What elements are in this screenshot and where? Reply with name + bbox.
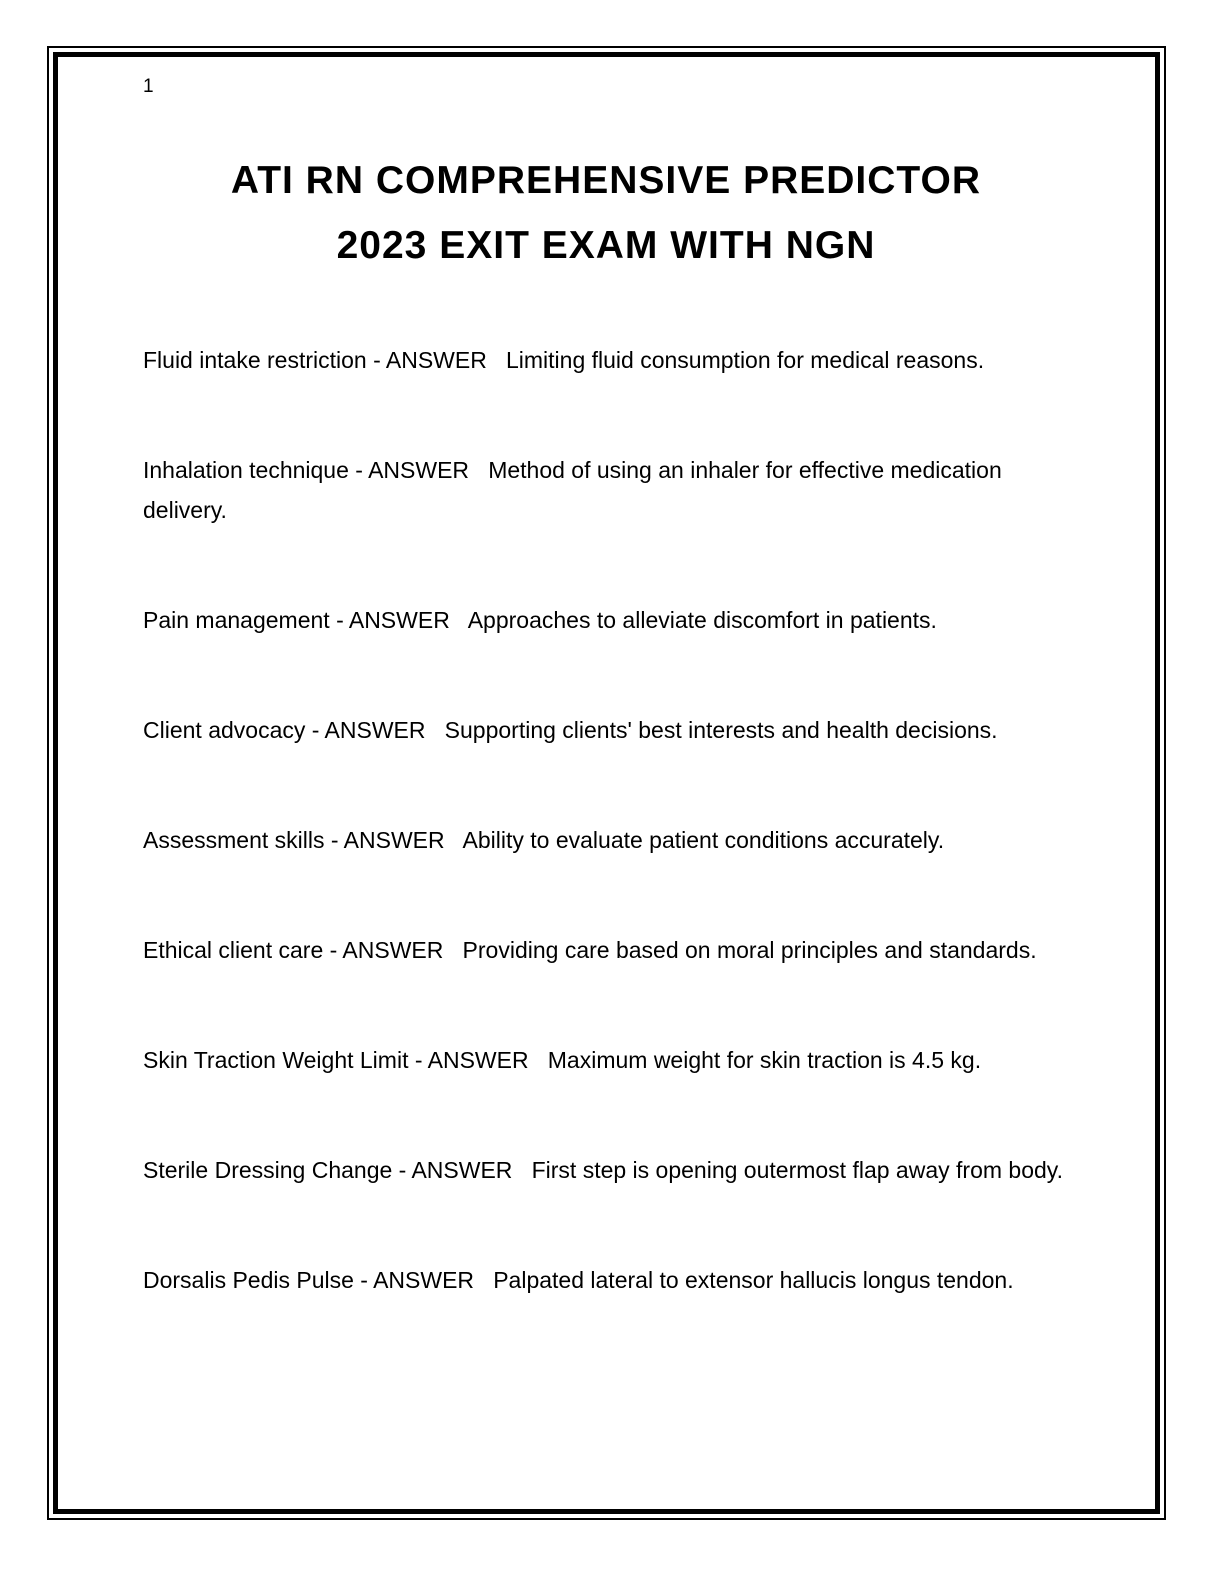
qa-entry: Ethical client care - ANSWER Providing care based on moral principles and standards. bbox=[143, 937, 1037, 963]
entry-term: Inhalation technique bbox=[143, 457, 349, 483]
entry-term: Fluid intake restriction bbox=[143, 347, 367, 373]
entry-term: Ethical client care bbox=[143, 937, 324, 963]
entry-term: Assessment skills bbox=[143, 827, 325, 853]
entry-label: ANSWER bbox=[427, 1047, 529, 1073]
entry-label: ANSWER bbox=[411, 1157, 513, 1183]
entry-term: Pain management bbox=[143, 607, 330, 633]
entry-answer: First step is opening outermost flap away from body. bbox=[531, 1157, 1063, 1183]
entry-term: Sterile Dressing Change bbox=[143, 1157, 393, 1183]
entry-label: ANSWER bbox=[343, 827, 445, 853]
qa-entry: Client advocacy - ANSWER Supporting clients' best interests and health decisions. bbox=[143, 717, 998, 743]
entry-label: ANSWER bbox=[324, 717, 426, 743]
entry-answer: Limiting fluid consumption for medical reasons. bbox=[506, 347, 985, 373]
page-number: 1 bbox=[143, 76, 154, 97]
qa-entry: Inhalation technique - ANSWER Method of using an inhaler for effective medication delivery. bbox=[143, 457, 1002, 523]
title-line-1: ATI RN COMPREHENSIVE PREDICTOR bbox=[230, 159, 982, 202]
title-line-2: 2023 EXIT EXAM WITH NGN bbox=[336, 224, 876, 267]
entry-label: ANSWER bbox=[348, 607, 450, 633]
entry-label: ANSWER bbox=[385, 347, 487, 373]
qa-entry: Pain management - ANSWER Approaches to alleviate discomfort in patients. bbox=[143, 607, 937, 633]
qa-entry: Sterile Dressing Change - ANSWER First step is opening outermost flap away from body. bbox=[143, 1157, 1063, 1183]
qa-entry: Skin Traction Weight Limit - ANSWER Maximum weight for skin traction is 4.5 kg. bbox=[143, 1047, 982, 1073]
entry-label: ANSWER bbox=[368, 457, 470, 483]
entry-answer: Method of using an inhaler for effective medication delivery. bbox=[143, 457, 1002, 523]
entry-answer: Supporting clients' best interests and health decisions. bbox=[444, 717, 998, 743]
entry-answer: Approaches to alleviate discomfort in patients. bbox=[467, 607, 937, 633]
qa-entry: Fluid intake restriction - ANSWER Limiting fluid consumption for medical reasons. bbox=[143, 347, 985, 373]
qa-entry: Dorsalis Pedis Pulse - ANSWER Palpated lateral to extensor hallucis longus tendon. bbox=[143, 1267, 1014, 1293]
entry-answer: Maximum weight for skin traction is 4.5 kg. bbox=[547, 1047, 982, 1073]
document-title bbox=[100, 148, 1112, 278]
entry-term: Skin Traction Weight Limit bbox=[143, 1047, 409, 1073]
entry-term: Client advocacy bbox=[143, 717, 306, 743]
qa-entry: Assessment skills - ANSWER Ability to evaluate patient conditions accurately. bbox=[143, 827, 945, 853]
qa-list bbox=[143, 340, 1083, 1300]
entry-answer: Palpated lateral to extensor hallucis longus tendon. bbox=[493, 1267, 1014, 1293]
entry-term: Dorsalis Pedis Pulse bbox=[143, 1267, 354, 1293]
entry-label: ANSWER bbox=[373, 1267, 475, 1293]
entry-answer: Providing care based on moral principles and standards. bbox=[462, 937, 1037, 963]
entry-label: ANSWER bbox=[342, 937, 444, 963]
entry-answer: Ability to evaluate patient conditions accurately. bbox=[462, 827, 945, 853]
